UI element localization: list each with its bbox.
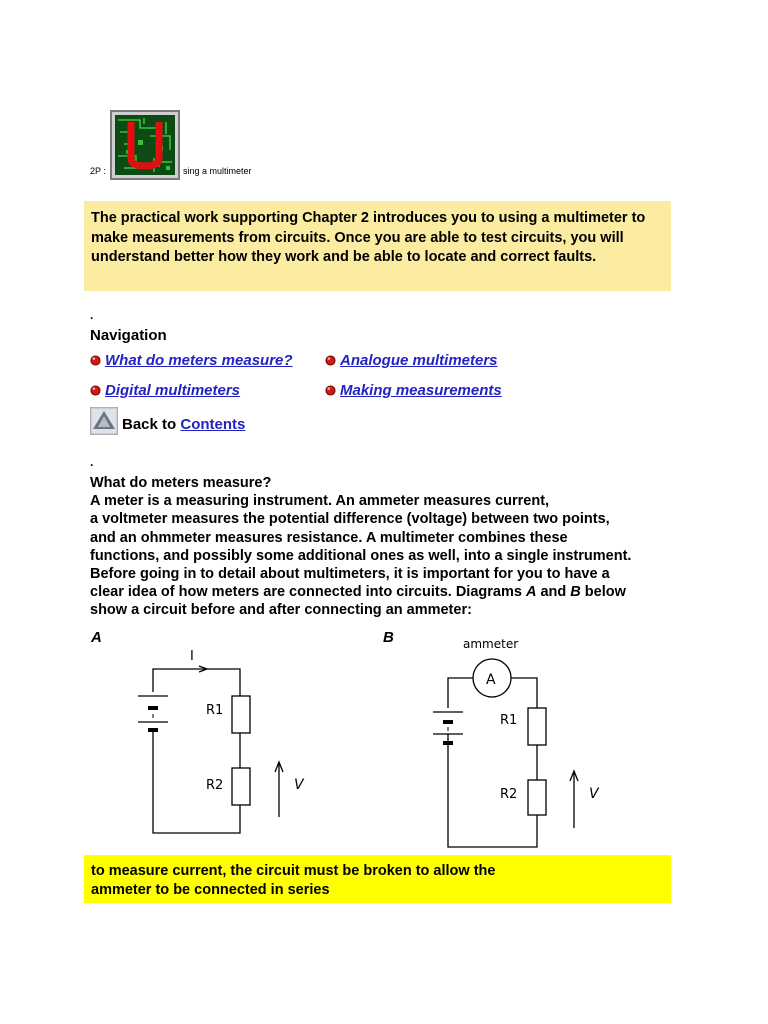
nav-item-measurements[interactable] (325, 382, 502, 400)
diagram-a-label: A (91, 629, 102, 646)
nav-link-analogue[interactable]: Analogue multimeters (340, 352, 498, 369)
diagram-ref-a: A (525, 584, 537, 601)
contents-link[interactable]: Contents (180, 416, 246, 433)
diagram-ref-b: B (570, 584, 581, 601)
red-ball-bullet-icon (90, 385, 101, 396)
body-line-part: clear idea of how meters are connected into circuits. Diagrams (90, 584, 526, 601)
back-to-contents (90, 407, 245, 435)
resistor-r2-label: R2 (500, 787, 518, 802)
nav-item-meters[interactable] (90, 352, 293, 370)
body-line-part: below (580, 584, 626, 601)
body-line-part: and (536, 584, 571, 601)
circuit-diagram-b (415, 630, 655, 855)
resistor-r2-label: R2 (206, 778, 224, 793)
separator-dot: . (90, 308, 94, 322)
header-prefix: 2P : (90, 166, 106, 176)
body-line: A meter is a measuring instrument. An ammeter measures current, (90, 493, 550, 510)
intro-text: The practical work supporting Chapter 2 introduces you to using a multimeter to make measurements from circuits. Once you are able to test circuits, you will understand better how they work and be able to locate and correct faults. (91, 210, 646, 265)
voltage-label: V (589, 786, 599, 802)
body-line: and an ohmmeter measures resistance. A multimeter combines these (90, 529, 568, 546)
circuit-diagram-a (110, 640, 350, 850)
section-title: What do meters measure? (90, 475, 272, 491)
nav-item-digital[interactable] (90, 382, 240, 400)
body-line: show a circuit before and after connecting an ammeter: (90, 602, 472, 619)
body-line: functions, and possibly some additional ones as well, into a single instrument. (90, 547, 632, 564)
battery-icon (138, 696, 168, 732)
current-label: I (190, 649, 194, 664)
voltage-label: V (294, 777, 304, 793)
body-line: Before going in to detail about multimeters, it is important for you to have a (90, 566, 610, 583)
resistor-r1-label: R1 (500, 713, 518, 728)
separator-dot: . (90, 455, 94, 469)
nav-link-digital[interactable]: Digital multimeters (105, 382, 241, 399)
note-line: ammeter to be connected in series (91, 881, 330, 898)
ammeter-caption: ammeter (463, 637, 519, 651)
ammeter-symbol: A (486, 672, 496, 688)
navigation-title: Navigation (90, 327, 167, 344)
header-title-rest: sing a multimeter (183, 166, 252, 176)
up-arrow-icon[interactable] (90, 407, 118, 435)
note-line: to measure current, the circuit must be broken to allow the (91, 863, 496, 879)
nav-item-analogue[interactable] (325, 352, 498, 370)
nav-link-measurements[interactable]: Making measurements (340, 382, 502, 399)
red-ball-bullet-icon (325, 385, 336, 396)
intro-box (84, 201, 671, 291)
body-line (90, 583, 690, 601)
red-ball-bullet-icon (325, 355, 336, 366)
back-prefix: Back to (122, 416, 181, 433)
section-body (90, 474, 690, 620)
note-box (84, 855, 671, 903)
resistor-r1-label: R1 (206, 703, 224, 718)
circuit-board-letter-icon (110, 110, 180, 180)
diagram-b-label: B (383, 629, 394, 646)
body-line: a voltmeter measures the potential difference (voltage) between two points, (90, 511, 610, 528)
nav-link-meters[interactable]: What do meters measure? (105, 352, 293, 369)
red-ball-bullet-icon (90, 355, 101, 366)
